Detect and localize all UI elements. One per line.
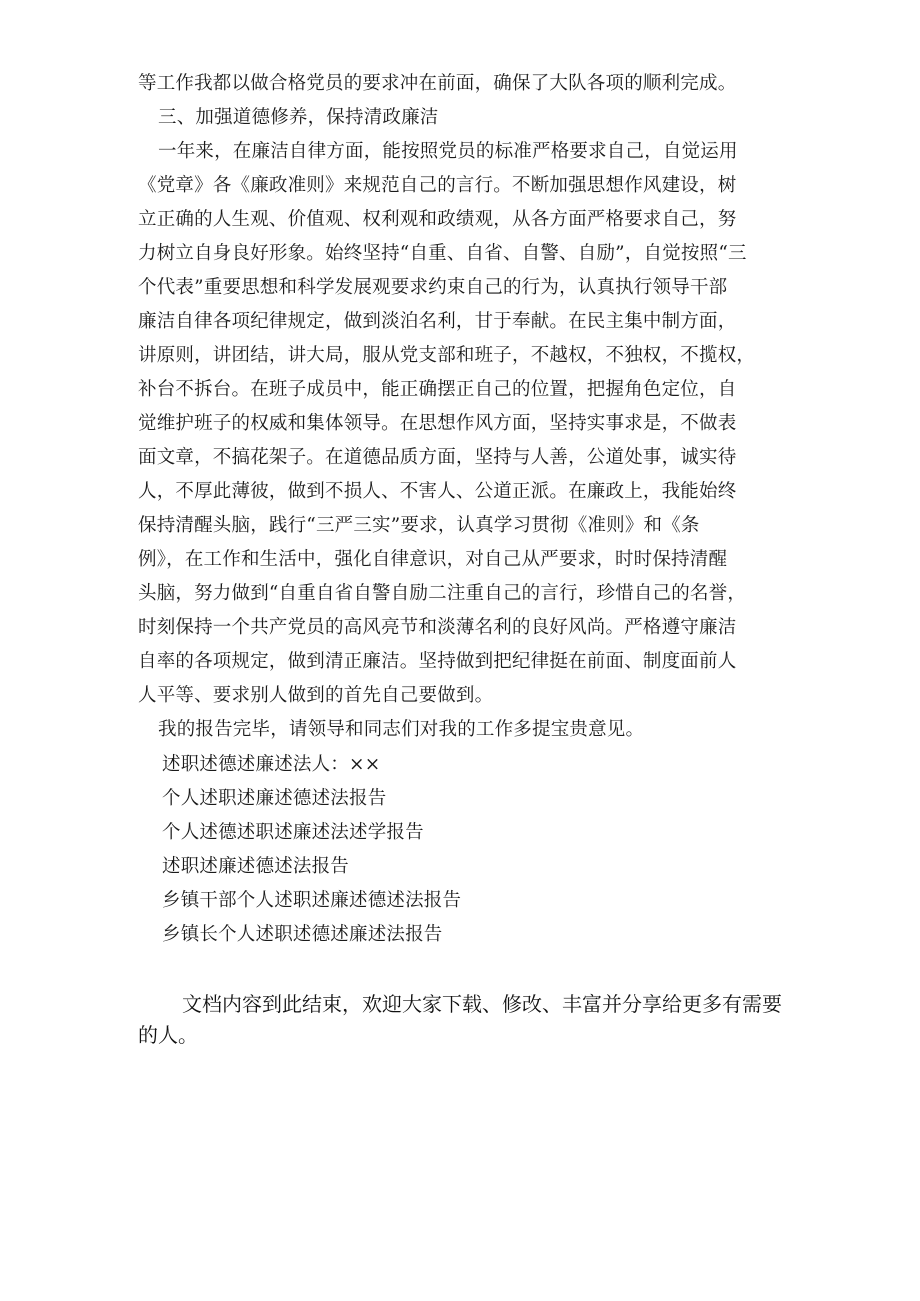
body-line: 头脑，努力做到“自重自省自警自励二注重自己的言行，珍惜自己的名誉，	[138, 583, 747, 604]
closing-note-line: 文档内容到此结束，欢迎大家下载、修改、丰富并分享给更多有需要	[182, 992, 782, 1016]
body-line: 讲原则，讲团结，讲大局，服从党支部和班子，不越权，不独权，不揽权，	[138, 345, 756, 366]
body-line: 觉维护班子的权威和集体领导。在思想作风方面，坚持实事求是，不做表	[138, 413, 737, 434]
body-line: 保持清醒头脑，践行“三严三实”要求，认真学习贯彻《准则》和《条	[138, 515, 700, 536]
related-title: 乡镇长个人述职述德述廉述法报告	[162, 924, 443, 945]
body-line: 人平等、要求别人做到的首先自己要做到。	[138, 685, 494, 706]
related-title: 个人述职述廉述德述法报告	[162, 788, 387, 809]
body-line: 例》，在工作和生活中，强化自律意识，对自己从严要求，时时保持清醒	[138, 549, 728, 570]
body-line: 《党章》各《廉政准则》来规范自己的言行。不断加强思想作风建设，树	[138, 175, 737, 196]
body-line: 等工作我都以做合格党员的要求冲在前面，确保了大队各项的顺利完成。	[138, 73, 737, 94]
related-title: 述职述廉述德述法报告	[162, 856, 350, 877]
body-line: 人，不厚此薄彼，做到不损人、不害人、公道正派。在廉政上，我能始终	[138, 481, 737, 502]
reporter-line: 述职述德述廉述法人：××	[162, 754, 381, 775]
body-line: 时刻保持一个共产党员的高风亮节和淡薄名利的良好风尚。严格遵守廉洁	[138, 617, 737, 638]
body-line: 一年来，在廉洁自律方面，能按照党员的标准严格要求自己，自觉运用	[158, 141, 738, 162]
body-line: 面文章，不搞花架子。在道德品质方面，坚持与人善，公道处事，诚实待	[138, 447, 737, 468]
closing-note-line: 的人。	[138, 1023, 198, 1047]
related-title: 个人述德述职述廉述法述学报告	[162, 822, 424, 843]
related-title: 乡镇干部个人述职述廉述德述法报告	[162, 890, 462, 911]
closing-remark: 我的报告完毕，请领导和同志们对我的工作多提宝贵意见。	[158, 719, 645, 740]
body-line: 补台不拆台。在班子成员中，能正确摆正自己的位置，把握角色定位，自	[138, 379, 737, 400]
body-line: 立正确的人生观、价值观、权利观和政绩观，从各方面严格要求自己，努	[138, 209, 737, 230]
body-line: 廉洁自律各项纪律规定，做到淡泊名利，甘于奉献。在民主集中制方面，	[138, 311, 737, 332]
body-line: 力树立自身良好形象。始终坚持“自重、自省、自警、自励”，自觉按照“三	[138, 243, 747, 264]
section-heading: 三、加强道德修养，保持清政廉洁	[158, 107, 439, 128]
body-line: 个代表”重要思想和科学发展观要求约束自己的行为，认真执行领导干部	[138, 277, 728, 298]
body-line: 自率的各项规定，做到清正廉洁。坚持做到把纪律挺在前面、制度面前人	[138, 651, 737, 672]
